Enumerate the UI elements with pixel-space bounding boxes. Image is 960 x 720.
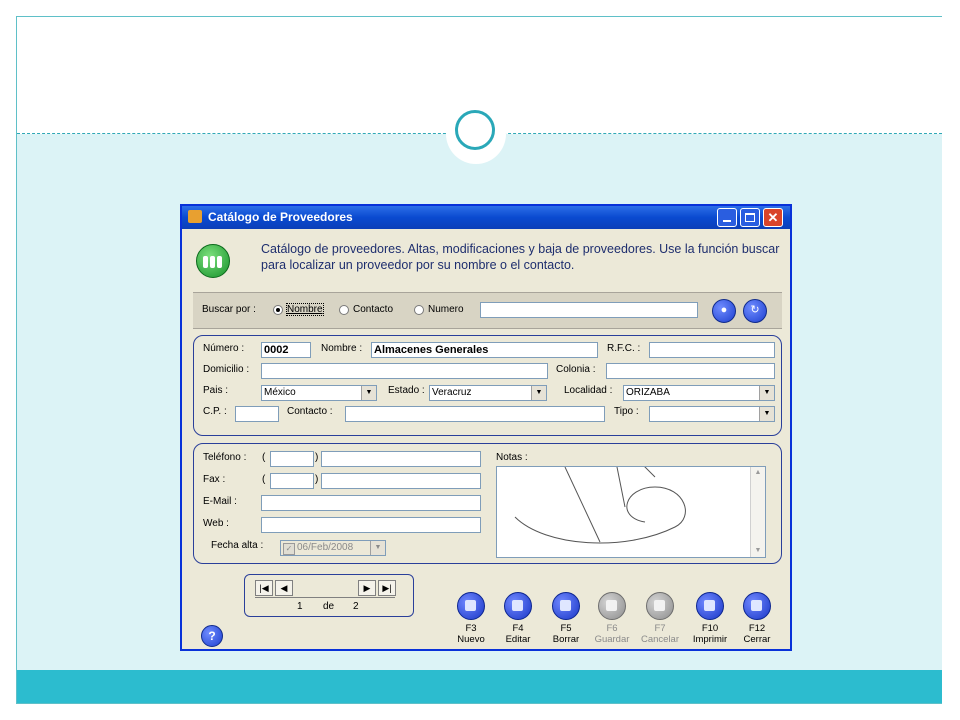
telefono-paren-open: ( (262, 452, 266, 463)
chevron-down-icon[interactable]: ▼ (759, 386, 774, 400)
localidad-label: Localidad : (564, 385, 613, 396)
print-label: Imprimir (692, 634, 728, 645)
search-input[interactable] (480, 302, 698, 318)
first-icon: |◀ (259, 583, 269, 593)
colonia-input[interactable] (606, 363, 775, 379)
print-key: F10 (701, 623, 719, 634)
maximize-button[interactable] (740, 208, 760, 227)
refresh-icon: ↻ (750, 304, 760, 316)
refresh-button[interactable] (743, 299, 767, 323)
chevron-down-icon[interactable]: ▼ (361, 386, 376, 400)
search-option-numero-label[interactable]: Numero (428, 304, 464, 315)
window-title: Catálogo de Proveedores (208, 210, 353, 224)
new-key: F3 (465, 623, 477, 634)
record-navigator (244, 574, 414, 617)
fax-paren-close: ) (315, 474, 319, 485)
minimize-icon (723, 220, 731, 222)
delete-button[interactable] (543, 592, 589, 645)
web-input[interactable] (261, 517, 481, 533)
check-icon (743, 592, 771, 620)
email-label: E-Mail : (203, 496, 237, 507)
pais-value: México (264, 387, 296, 398)
email-input[interactable] (261, 495, 481, 511)
estado-label: Estado : (388, 385, 425, 396)
print-button[interactable] (687, 592, 733, 645)
fax-paren-open: ( (262, 474, 266, 485)
tipo-label: Tipo : (614, 406, 639, 417)
estado-value: Veracruz (432, 387, 472, 398)
numero-label: Número : (203, 343, 245, 354)
cp-label: C.P. : (203, 406, 227, 417)
delete-icon (552, 592, 580, 620)
window-titlebar[interactable] (182, 206, 790, 229)
of-label: de (323, 601, 335, 612)
total-records: 2 (353, 601, 359, 612)
maximize-icon (745, 213, 755, 222)
localidad-select[interactable] (623, 385, 775, 401)
web-label: Web : (203, 518, 229, 529)
last-icon: ▶| (382, 583, 392, 593)
print-icon (696, 592, 724, 620)
search-option-contacto-radio[interactable] (339, 305, 349, 315)
fecha-alta-value: 06/Feb/2008 (297, 542, 354, 553)
pais-select[interactable] (261, 385, 377, 401)
watermark-logo (505, 466, 705, 557)
header-description: Catálogo de proveedores. Altas, modificaciones y baja de proveedores. Use la función buscar para localizar un proveedor por su nombre o el contacto. (261, 242, 780, 272)
scroll-down-icon[interactable]: ▼ (754, 547, 762, 554)
contacto-label: Contacto : (287, 406, 333, 417)
search-button[interactable] (712, 299, 736, 323)
next-icon: ▶ (363, 583, 371, 593)
search-option-numero-radio[interactable] (414, 305, 424, 315)
fax-area-input[interactable] (270, 473, 314, 489)
close-icon: ✕ (767, 210, 779, 225)
numero-input[interactable]: 0002 (261, 342, 311, 358)
telefono-paren-close: ) (315, 452, 319, 463)
scroll-up-icon[interactable]: ▲ (754, 469, 762, 476)
telefono-input[interactable] (321, 451, 481, 467)
first-record-button[interactable] (255, 580, 273, 596)
edit-label: Editar (505, 634, 531, 645)
search-bar (193, 292, 782, 329)
search-option-nombre-radio[interactable] (273, 305, 283, 315)
save-key: F6 (606, 623, 618, 634)
slide-ornament-ring (455, 110, 495, 150)
save-icon (598, 592, 626, 620)
cancel-key: F7 (654, 623, 666, 634)
last-record-button[interactable] (378, 580, 396, 596)
current-record: 1 (297, 601, 303, 612)
delete-key: F5 (560, 623, 572, 634)
next-record-button[interactable] (358, 580, 376, 596)
notas-textarea[interactable] (496, 466, 766, 558)
new-button[interactable] (448, 592, 494, 645)
window-client-area (182, 229, 790, 649)
contacto-input[interactable] (345, 406, 605, 422)
colonia-label: Colonia : (556, 364, 596, 375)
nombre-label: Nombre : (321, 343, 363, 354)
search-option-nombre-label[interactable]: Nombre (287, 304, 323, 315)
slide-footer-bar (17, 670, 942, 703)
magnifier-icon: ● (720, 304, 728, 316)
contact-data-group (193, 443, 782, 564)
new-icon (457, 592, 485, 620)
domicilio-input[interactable] (261, 363, 548, 379)
fecha-alta-checkbox[interactable]: ✓ (283, 543, 295, 555)
telefono-area-input[interactable] (270, 451, 314, 467)
minimize-button[interactable] (717, 208, 737, 227)
fax-label: Fax : (203, 474, 226, 485)
tipo-select[interactable] (649, 406, 775, 422)
notas-scrollbar[interactable] (750, 467, 765, 557)
close-form-key: F12 (748, 623, 766, 634)
fecha-alta-label: Fecha alta : (211, 540, 264, 551)
localidad-value: ORIZABA (626, 387, 670, 398)
search-option-contacto-label[interactable]: Contacto (353, 304, 394, 315)
telefono-label: Teléfono : (203, 452, 247, 463)
close-form-button[interactable] (734, 592, 780, 645)
cancel-label: Cancelar (640, 634, 680, 645)
general-data-group (193, 335, 782, 436)
chevron-down-icon[interactable]: ▼ (531, 386, 546, 400)
save-label: Guardar (594, 634, 630, 645)
cancel-icon (646, 592, 674, 620)
search-label: Buscar por : (202, 304, 256, 315)
edit-icon (504, 592, 532, 620)
chevron-down-icon[interactable]: ▼ (370, 541, 385, 555)
nombre-input[interactable]: Almacenes Generales (371, 342, 598, 358)
notas-label: Notas : (496, 452, 528, 463)
save-button[interactable] (589, 592, 635, 645)
estado-select[interactable] (429, 385, 547, 401)
rfc-label: R.F.C. : (607, 343, 641, 354)
fax-input[interactable] (321, 473, 481, 489)
rfc-input[interactable] (649, 342, 775, 358)
help-icon: ? (208, 629, 216, 643)
prev-icon: ◀ (280, 583, 288, 593)
app-icon (188, 210, 202, 223)
edit-button[interactable] (495, 592, 541, 645)
fecha-alta-picker[interactable] (280, 540, 386, 556)
prev-record-button[interactable] (275, 580, 293, 596)
edit-key: F4 (512, 623, 524, 634)
cp-input[interactable] (235, 406, 279, 422)
pais-label: Pais : (203, 385, 229, 396)
close-form-label: Cerrar (743, 634, 771, 645)
chevron-down-icon[interactable]: ▼ (759, 407, 774, 421)
close-button[interactable] (763, 208, 783, 227)
suppliers-group-icon (196, 244, 230, 278)
domicilio-label: Domicilio : (203, 364, 250, 375)
delete-label: Borrar (552, 634, 580, 645)
cancel-button[interactable] (637, 592, 683, 645)
new-label: Nuevo (457, 634, 485, 645)
catalog-window (180, 204, 792, 651)
help-button[interactable] (201, 625, 223, 647)
